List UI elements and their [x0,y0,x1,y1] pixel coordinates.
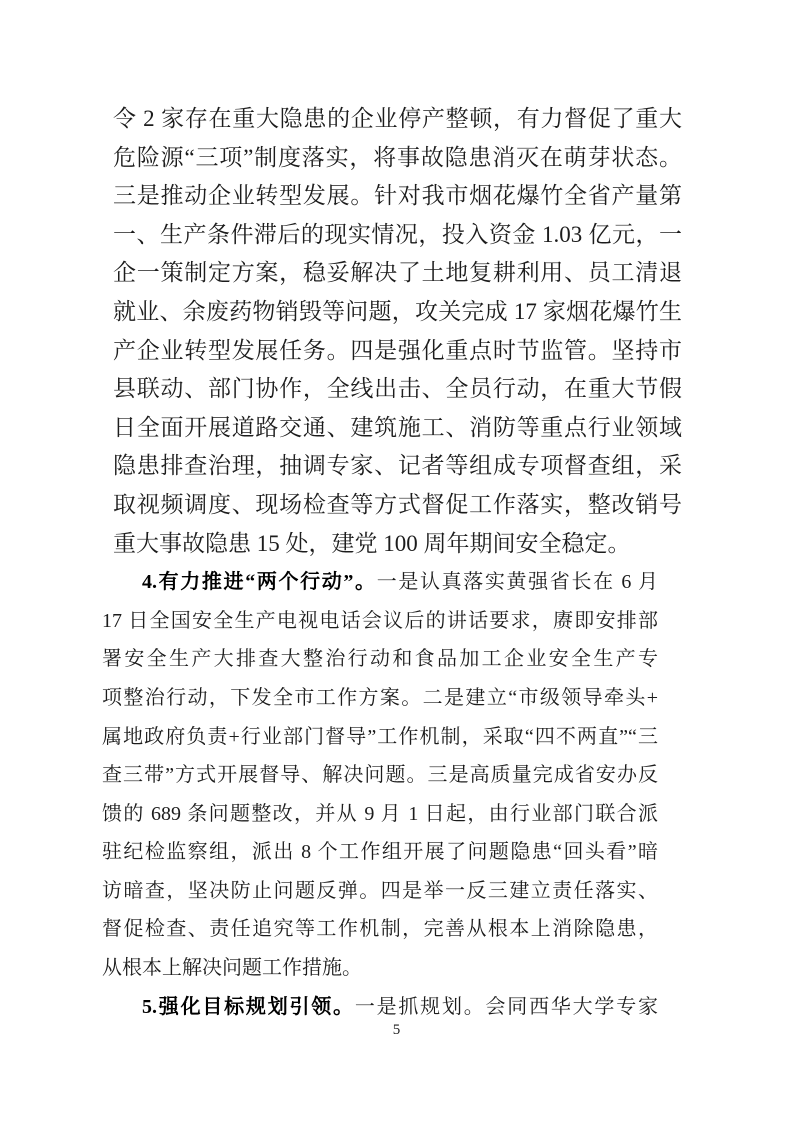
text-line: 企一策制定方案，稳妥解决了土地复耕利用、员工清退 [113,260,682,286]
text-line: 令 2 家存在重大隐患的企业停产整顿，有力督促了重大 [113,106,682,131]
text-line: 17 日全国安全生产电视电话会议后的讲话要求，赓即安排部 [102,609,658,632]
text-line [102,563,658,602]
section-4-lead: 4.有力推进“两个行动”。 [142,571,377,594]
text-line: 隐患排查治理，抽调专家、记者等组成专项督查组，采 [113,453,682,479]
section-5-lead: 5.强化目标规划引领。 [142,995,355,1018]
text-line: 日全面开展道路交通、建筑施工、消防等重点行业领域 [113,414,682,440]
text-line: 一、生产条件滞后的现实情况，投入资金 1.03 亿元，一 [113,221,682,247]
text-run: 一是认真落实黄强省长在 6 月 [376,571,658,594]
text-line: 馈的 689 条问题整改，并从 9 月 1 日起，由行业部门联合派 [102,802,658,825]
text-line: 三是推动企业转型发展。针对我市烟花爆竹全省产量第 [113,183,682,209]
paragraph-continuation [113,100,682,563]
paragraph-section-4 [102,563,658,988]
text-line: 就业、余废药物销毁等问题，攻关完成 17 家烟花爆竹生 [113,298,682,324]
text-line: 属地政府负责+行业部门督导”工作机制，采取“四不两直”“三 [102,725,658,748]
text-line: 从根本上解决问题工作措施。 [102,957,362,980]
text-line: 访暗查，坚决防止问题反弹。四是举一反三建立责任落实、 [102,879,658,902]
text-line: 危险源“三项”制度落实，将事故隐患消灭在萌芽状态。 [113,144,682,170]
text-line: 查三带”方式开展督导、解决问题。三是高质量完成省安办反 [102,764,658,787]
text-line: 产企业转型发展任务。四是强化重点时节监管。坚持市 [113,337,682,363]
text-line: 驻纪检监察组，派出 8 个工作组开展了问题隐患“回头看”暗 [102,841,658,864]
text-line [102,988,658,1027]
text-line: 取视频调度、现场检查等方式督促工作落实，整改销号 [113,491,682,517]
paragraph-section-5 [102,988,658,1027]
text-line: 县联动、部门协作，全线出击、全员行动，在重大节假 [113,376,682,402]
text-run: 一是抓规划。会同西华大学专家 [354,995,658,1018]
text-line: 重大事故隐患 15 处，建党 100 周年期间安全稳定。 [113,530,631,556]
text-line: 项整治行动，下发全市工作方案。二是建立“市级领导牵头+ [102,686,658,709]
page-body-text [0,100,793,1026]
page-number: 5 [392,1022,401,1038]
text-line: 署安全生产大排查大整治行动和食品加工企业安全生产专 [102,648,658,671]
text-line: 督促检查、责任追究等工作机制，完善从根本上消除隐患， [102,918,658,941]
